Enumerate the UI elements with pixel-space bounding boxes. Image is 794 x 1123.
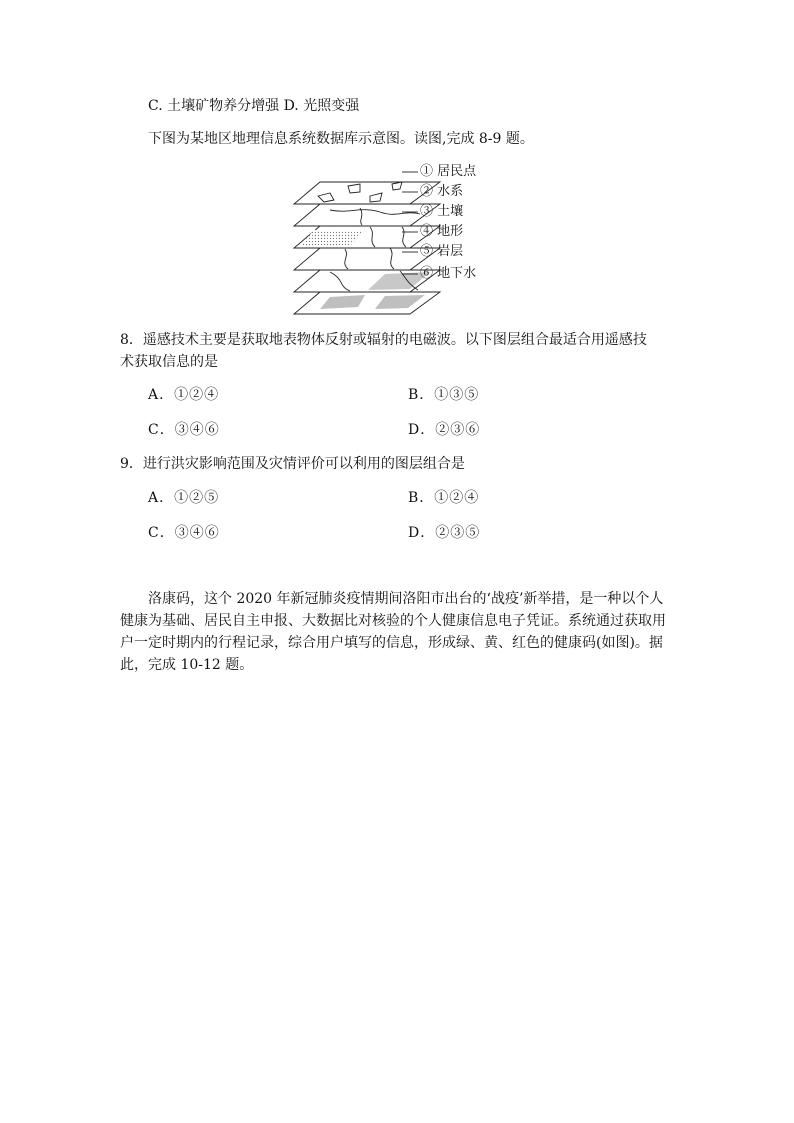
gis-layers-figure bbox=[290, 162, 520, 326]
layer-6-name: 地下水 bbox=[437, 266, 477, 281]
layer-1-label bbox=[420, 164, 476, 180]
q8-stem-line2: 术获取信息的是 bbox=[120, 354, 218, 370]
layer-1-num: ① bbox=[420, 164, 434, 179]
q9-option-b[interactable]: B．①②④ bbox=[408, 490, 480, 506]
layer-3-label bbox=[420, 204, 463, 220]
question-intro-8-9: 下图为某地区地理信息系统数据库示意图。读图,完成 8-9 题。 bbox=[148, 131, 534, 147]
layer-6-label bbox=[420, 266, 476, 282]
q9-stem: 9．进行洪灾影响范围及灾情评价可以利用的图层组合是 bbox=[120, 456, 465, 472]
q9-option-d[interactable]: D．②③⑤ bbox=[408, 525, 481, 541]
previous-question-options: C. 土壤矿物养分增强 D. 光照变强 bbox=[148, 98, 360, 114]
q8-stem-line1: 8．遥感技术主要是获取地表物体反射或辐射的电磁波。以下图层组合最适合用遥感技 bbox=[120, 332, 647, 348]
layer-5-num: ⑤ bbox=[420, 244, 434, 259]
layer-6-num: ⑥ bbox=[420, 266, 434, 281]
layer-1-name: 居民点 bbox=[437, 164, 477, 179]
layer-4-plane bbox=[294, 248, 440, 270]
layer-2-num: ② bbox=[420, 184, 434, 199]
gis-layers-diagram bbox=[290, 162, 520, 322]
layer-1-plane bbox=[294, 182, 440, 204]
layer-3-name: 土壤 bbox=[437, 204, 464, 219]
question-intro-10-12: 洛康码，这个 2020 年新冠肺炎疫情期间洛阳市出台的‘战疫’新举措，是一种以个人健康为基础、居民自主申报、大数据比对核验的个人健康信息电子凭证。系统通过获取用户一定时期内的行程记录，综合用户填写的信息，形成绿、黄、红色的健康码(如图)。据此，完成 10-12 题。 bbox=[120, 591, 666, 673]
q8-option-a[interactable]: A．①②④ bbox=[148, 387, 220, 403]
settlement-2 bbox=[348, 184, 360, 193]
q8-option-b[interactable]: B．①③⑤ bbox=[408, 387, 480, 403]
layer-2-name: 水系 bbox=[437, 184, 464, 199]
layer-5-name: 岩层 bbox=[437, 244, 464, 259]
layer-5-label bbox=[420, 244, 463, 260]
layer-4-num: ④ bbox=[420, 224, 434, 239]
layer-2-plane bbox=[294, 204, 440, 226]
q9-option-c[interactable]: C．③④⑥ bbox=[148, 525, 220, 541]
q8-option-c[interactable]: C．③④⑥ bbox=[148, 422, 220, 438]
layer-2-label bbox=[420, 184, 463, 200]
layer-4-label bbox=[420, 224, 463, 240]
q9-option-a[interactable]: A．①②⑤ bbox=[148, 490, 220, 506]
layer-3-num: ③ bbox=[420, 204, 434, 219]
q8-option-d[interactable]: D．②③⑥ bbox=[408, 422, 481, 438]
layer-4-name: 地形 bbox=[437, 224, 464, 239]
